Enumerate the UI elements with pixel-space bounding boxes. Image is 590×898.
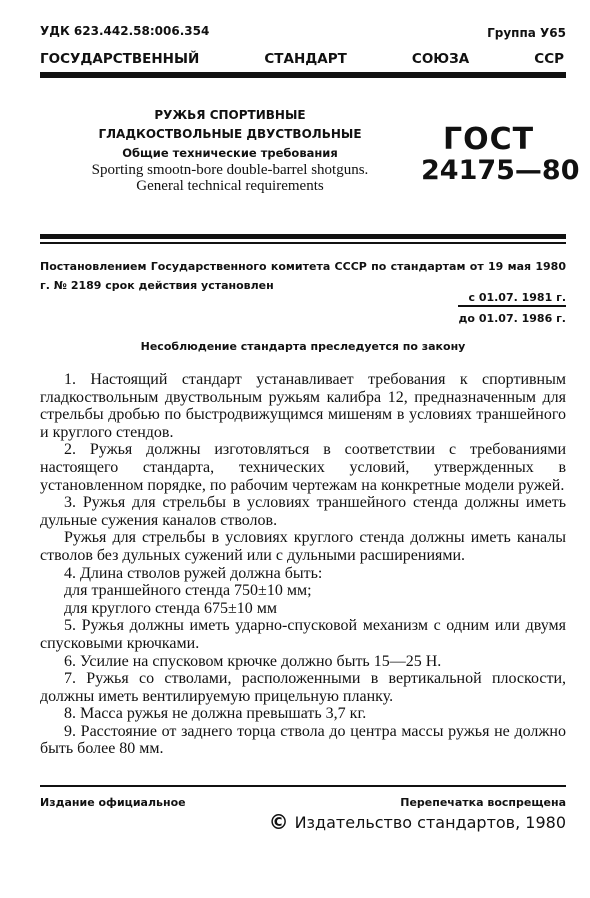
title-english-1: Sporting smootn-bore double-barrel shotguns. (91, 162, 369, 178)
banner-word-1: ГОСУДАРСТВЕННЫЙ (40, 51, 200, 67)
paragraph-9: 9. Расстояние от заднего торца ствола до центра массы ружья не должно быть более 80 мм. (40, 722, 566, 758)
paragraph-7: 7. Ружья со стволами, расположенными в вертикальной плоскости, должны иметь вентилируемую прицельную планку. (40, 670, 566, 705)
decree-text: Постановлением Государственного комитета СССР по стандартам от 19 мая 1980 г. № 2189 срок действия установлен (40, 260, 566, 292)
standard-title (40, 106, 420, 194)
gost-label: ГОСТ (443, 122, 535, 157)
paragraph-8: 8. Масса ружья не должна превышать 3,7 кг. (64, 705, 367, 723)
state-standard-banner (40, 51, 564, 67)
valid-from-date: с 01.07. 1981 г. (468, 291, 566, 304)
paragraph-6: 6. Усилие на спусковом крючке должно быть 15—25 Н. (64, 652, 442, 670)
banner-word-3: СОЮЗА (411, 51, 470, 67)
title-line-2: ГЛАДКОСТВОЛЬНЫЕ ДВУСТВОЛЬНЫЕ (98, 127, 362, 141)
banner-word-4: ССР (534, 51, 564, 67)
paragraph-4: 4. Длина стволов ружей должна быть: (64, 564, 323, 582)
footer-divider (40, 785, 566, 787)
valid-to-date: до 01.07. 1986 г. (458, 312, 566, 325)
paragraph-3: 3. Ружья для стрельбы в условиях траншейного стенда должны иметь дульные сужения каналов стволов. (40, 494, 566, 529)
publisher-name: Издательство стандартов, 1980 (294, 812, 566, 832)
title-line-1: РУЖЬЯ СПОРТИВНЫЕ (154, 108, 306, 122)
paragraph-5: 5. Ружья должны иметь ударно-спусковой механизм с одним или двумя спусковыми крючками. (40, 617, 566, 652)
group-code: Группа У65 (487, 26, 566, 40)
udk-code: УДК 623.442.58:006.354 (40, 24, 210, 38)
gost-number: 24175—80 (421, 155, 580, 186)
reprint-notice: Перепечатка воспрещена (400, 796, 566, 809)
date-divider (458, 305, 566, 307)
paragraph-4b: для круглого стенда 675±10 мм (64, 599, 277, 617)
standard-body (40, 371, 566, 758)
edition-label: Издание официальное (40, 796, 186, 809)
header-divider-thin (40, 242, 566, 244)
paragraph-3b: Ружья для стрельбы в условиях круглого стенда должны иметь каналы стволов без дульных сужений или с дульными расширениями. (40, 529, 566, 564)
header-divider-thick (40, 234, 566, 239)
legal-warning: Несоблюдение стандарта преследуется по закону (140, 340, 466, 353)
title-line-3: Общие технические требования (122, 146, 338, 160)
copyright-icon: © (268, 810, 289, 834)
paragraph-4a: для траншейного стенда 750±10 мм; (64, 582, 312, 600)
title-english-2: General technical requirements (136, 178, 324, 194)
publisher-line (269, 810, 566, 834)
top-divider (40, 72, 566, 78)
paragraph-1: 1. Настоящий стандарт устанавливает требования к спортивным гладкоствольным двуствольным ружьям калибра 12, предназначенным для стрельбы дробью по быстродвижущимся мишеням в условиях траншейного и круглого стендов. (40, 371, 566, 441)
paragraph-2: 2. Ружья должны изготовляться в соответствии с требованиями настоящего стандарта, технических условий, утвержденных в установленном порядке, по рабочим чертежам на конкретные модели ружей. (40, 441, 566, 494)
banner-word-2: СТАНДАРТ (264, 51, 347, 67)
